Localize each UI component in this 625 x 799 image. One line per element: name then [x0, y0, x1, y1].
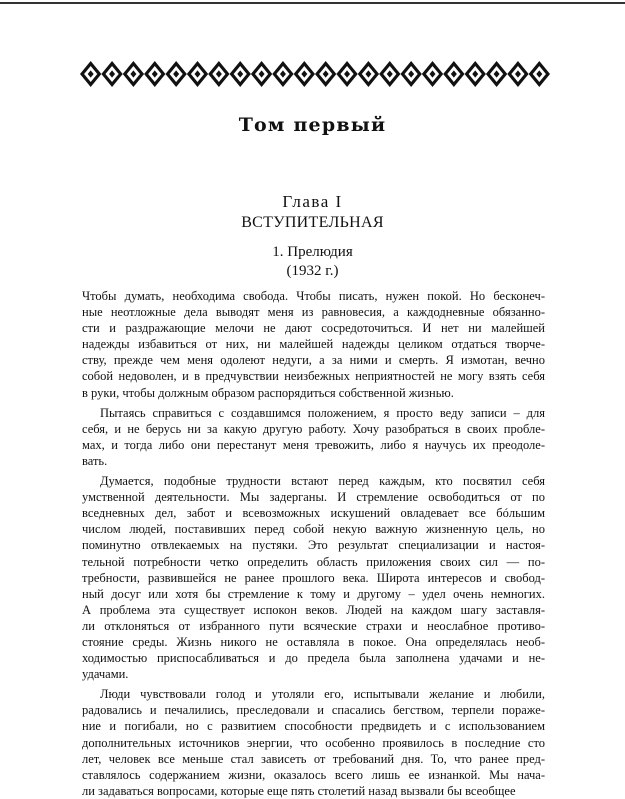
text-line: А проблема эта существует испокон веков. Людей на каждом шагу заставля- — [82, 602, 545, 617]
text-line: вать. — [82, 453, 108, 468]
text-line: себя, и не берусь ни за какую другую работу. Хочу разобраться в своих пробле- — [82, 421, 545, 436]
text-line: мах, и тогда либо они перестанут меня тревожить, либо я научусь их преодоле- — [82, 437, 545, 452]
text-line: стояние среды. Жизнь никого не оставляла в покое. Она определялась необ- — [82, 634, 545, 649]
chapter-title: ВСТУПИТЕЛЬНАЯ — [241, 214, 384, 231]
text-line: поминутно отвлекаемых на пустяки. Это результат специализации и настоя- — [82, 538, 545, 553]
text-line: ли задаваться вопросами, которые еще пять столетий назад вызвали бы всеобщее — [82, 783, 516, 798]
top-rule — [0, 2, 625, 4]
text-line: ству, прежде чем меня одолеют недуги, а за ними и смерть. Я измотан, вечно — [82, 353, 545, 368]
text-line: сти и раздражающие мелочи не дают сосредоточиться. И нет ни малейшей — [82, 321, 545, 336]
paragraph — [82, 686, 545, 799]
text-line: надежды избавиться от них, ни малейшей надежды целиком отдаться творче- — [82, 337, 545, 352]
text-line: радовались и печалились, преследовали и спасались бегством, терпели пораже- — [82, 703, 545, 718]
volume-title: Том первый — [238, 114, 387, 136]
text-line: лет, человек все меньше стал зависеть от требований дня. То, что ранее пред- — [82, 751, 545, 766]
paragraph — [82, 405, 545, 469]
text-line: ные неотложные дела выводят меня из равновесия, а каждодневные обязанно- — [82, 305, 545, 320]
text-line: Пытаясь справиться с создавшимся положением, я просто веду записи – для — [100, 405, 545, 420]
text-line: в руки, чтобы должным образом распорядиться собственной жизнью. — [82, 385, 454, 400]
text-line: Думается, подобные трудности встают перед каждым, кто посвятил себя — [100, 474, 545, 489]
section-year: (1932 г.) — [286, 263, 339, 279]
chapter-number: Глава I — [282, 192, 343, 211]
text-line: собой недоволен, и в предчувствии неизбежных неприятностей не могу взять себя — [82, 369, 545, 384]
text-line: ный досуг или хотя бы стремление к тому и другому – удел очень немногих. — [82, 586, 545, 601]
text-line: дополнительных источников энергии, что особенно проявилось в последние сто — [82, 735, 545, 750]
paragraph — [82, 473, 545, 682]
text-line: числом людей, поставивших перед собой некую важную жизненную цель, но — [82, 522, 545, 537]
text-line: ходимостью приспосабливаться и до предела была заполнена удачами и не- — [82, 651, 545, 666]
text-line: удачами. — [82, 667, 129, 682]
paragraph — [82, 288, 545, 401]
decorative-border-ornament — [80, 58, 550, 90]
text-line: требности, развившейся не ранее прошлого века. Широта интересов и свобод- — [82, 570, 545, 585]
body-text — [82, 288, 545, 799]
text-line: Чтобы думать, необходима свобода. Чтобы писать, нужен покой. Но бесконеч- — [82, 289, 545, 303]
text-line: ставлялось содержанием жизни, оказалось всего лишь ее изнанкой. Мы нача- — [82, 767, 545, 782]
text-line: ние и погибали, но с развитием способности предвидеть и с использованием — [82, 719, 545, 734]
section-title: 1. Прелюдия — [272, 244, 353, 260]
text-line: умственной деятельности. Мы задерганы. И стремление освободиться от по — [82, 490, 545, 505]
text-line: ли отклоняться от избранного пути всяческие страхи и неослабное противо- — [82, 618, 545, 633]
text-line: тельной потребности четко определить область приложения своих сил — по- — [82, 554, 545, 569]
text-line: вседневных дел, забот и всевозможных искушений овладевает все бóльшим — [82, 506, 545, 521]
text-line: Люди чувствовали голод и утоляли его, испытывали желание и любили, — [100, 687, 545, 702]
